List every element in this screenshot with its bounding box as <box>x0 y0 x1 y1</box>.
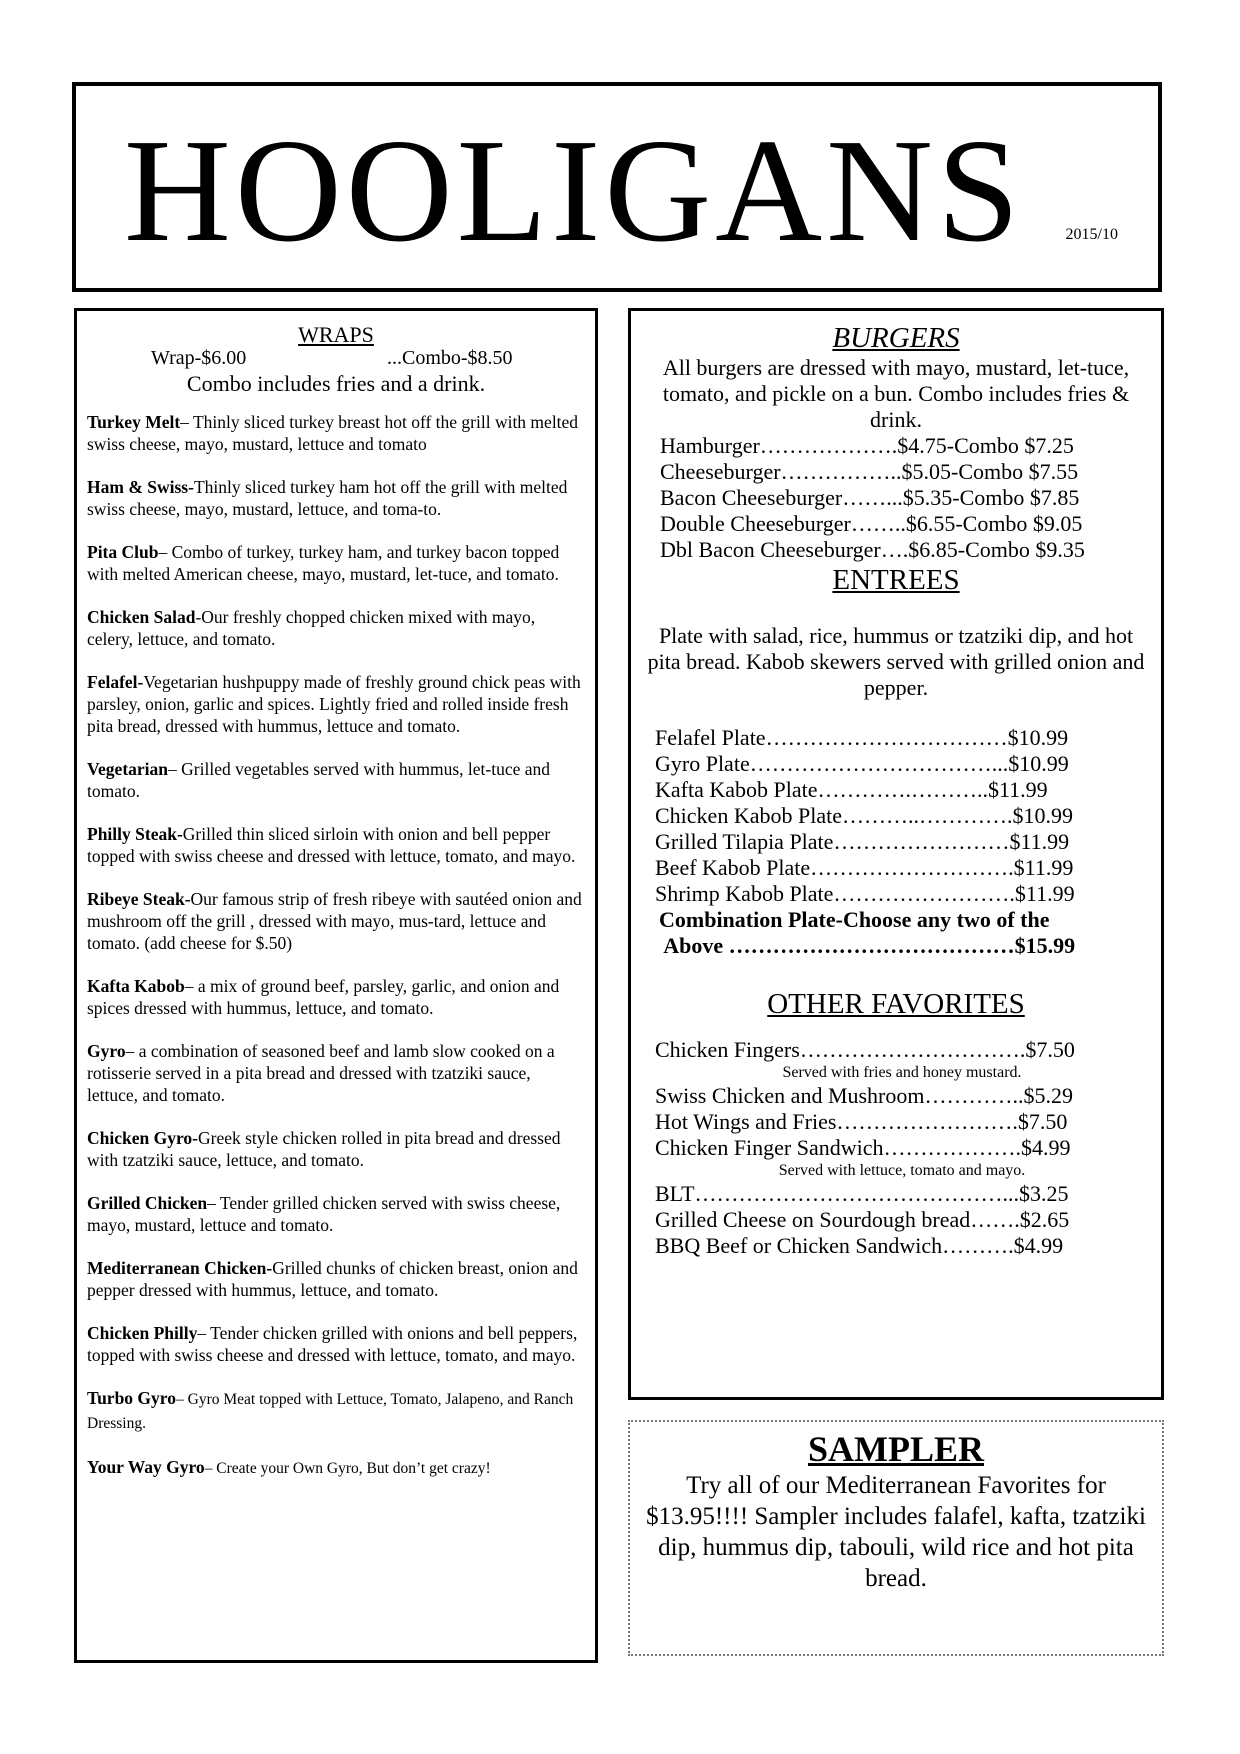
combination-plate-line1: Combination Plate-Choose any two of the <box>659 907 1050 932</box>
entree-item: Felafel Plate……………………………$10.99 <box>655 725 1069 750</box>
menu-item <box>87 975 585 1019</box>
item-name: Chicken Philly <box>87 1323 198 1343</box>
item-desc: -Our freshly chopped chicken mixed with mayo, celery, lettuce, and tomato. <box>87 607 536 649</box>
favorite-item: Chicken Fingers………………………….$7.50 <box>655 1037 1075 1062</box>
favorites-heading: OTHER FAVORITES <box>767 988 1025 1020</box>
item-desc: Thinly sliced turkey ham hot off the grill with melted swiss cheese, mayo, mustard, lettuce, and toma-to. <box>87 477 568 519</box>
menu-item <box>87 541 585 585</box>
menu-item <box>87 888 585 954</box>
menu-item <box>87 1322 585 1366</box>
item-name: Your Way Gyro <box>87 1457 205 1477</box>
item-desc: – Tender chicken grilled with onions and bell peppers, topped with swiss cheese and dressed with lettuce, tomato, and mayo. <box>87 1323 578 1365</box>
menu-item <box>87 1040 585 1106</box>
item-name: Turbo Gyro <box>87 1388 176 1408</box>
entree-item: Chicken Kabob Plate………..………….$10.99 <box>655 803 1073 828</box>
burgers-intro: All burgers are dressed with mayo, mustard, let-tuce, tomato, and pickle on a bun. Combo includes fries & drink. <box>662 355 1130 432</box>
entree-item: Shrimp Kabob Plate…………………….$11.99 <box>655 881 1075 906</box>
menu-item <box>87 411 585 455</box>
item-desc: Grilled thin sliced sirloin with onion and bell pepper topped with swiss cheese and dressed with lettuce, tomato, and mayo. <box>87 824 576 866</box>
item-desc: – Create your Own Gyro, But don’t get crazy! <box>204 1460 491 1477</box>
favorite-item: BLT……………………………………...$3.25 <box>655 1181 1069 1206</box>
entrees-list <box>643 725 1149 907</box>
sampler-text: Try all of our Mediterranean Favorites for $13.95!!!! Sampler includes falafel, kafta, tzatziki dip, hummus dip, tabouli, wild rice and hot pita bread. <box>646 1472 1146 1592</box>
favorite-item: Grilled Cheese on Sourdough bread…….$2.65 <box>655 1207 1070 1232</box>
burger-item: Hamburger……………….$4.75-Combo $7.25 <box>660 433 1074 458</box>
item-name: Ribeye Steak- <box>87 889 191 909</box>
item-name: Mediterranean Chicken- <box>87 1258 273 1278</box>
item-desc: – Thinly sliced turkey breast hot off the grill with melted swiss cheese, mayo, mustard, lettuce and tomato <box>87 412 579 454</box>
item-desc: Grilled chunks of chicken breast, onion and pepper dressed with hummus, lettuce, and tomato. <box>87 1258 578 1300</box>
main-menu-section <box>628 308 1164 1400</box>
item-name: Turkey Melt <box>87 412 181 432</box>
menu-header <box>72 82 1162 292</box>
entree-item: Beef Kabob Plate……………………….$11.99 <box>655 855 1074 880</box>
item-desc: – Grilled vegetables served with hummus, let-tuce and tomato. <box>87 759 550 801</box>
menu-item <box>87 1456 585 1480</box>
sampler-heading: SAMPLER <box>807 1429 984 1469</box>
menu-item <box>87 1127 585 1171</box>
menu-item <box>87 606 585 650</box>
favorite-note: Served with lettuce, tomato and mayo. <box>778 1162 1026 1179</box>
entree-item: Gyro Plate……………………………...$10.99 <box>655 751 1069 776</box>
wraps-prices <box>87 347 585 371</box>
item-desc: – Combo of turkey, turkey ham, and turkey bacon topped with melted American cheese, mayo, mustard, let-tuce, and tomato. <box>87 542 560 584</box>
item-desc: – a mix of ground beef, parsley, garlic, and onion and spices dressed with hummus, lettuce, and tomato. <box>87 976 560 1018</box>
favorite-item: Hot Wings and Fries…………………….$7.50 <box>655 1109 1068 1134</box>
burger-item: Cheeseburger……………..$5.05-Combo $7.55 <box>660 459 1079 484</box>
sampler-section <box>628 1420 1164 1656</box>
item-desc: Vegetarian hushpuppy made of freshly ground chick peas with parsley, onion, garlic and spices. Lightly fried and rolled inside fresh pita bread, dressed with hummus, lettuce and tomato. <box>87 672 581 736</box>
burger-item: Bacon Cheeseburger……...$5.35-Combo $7.85 <box>660 485 1080 510</box>
menu-item <box>87 1192 585 1236</box>
favorite-note: Served with fries and honey mustard. <box>782 1064 1022 1081</box>
item-name: Pita Club <box>87 542 159 562</box>
item-name: Chicken Salad <box>87 607 196 627</box>
burgers-heading: BURGERS <box>832 322 960 354</box>
item-desc: – a combination of seasoned beef and lamb slow cooked on a rotisserie served in a pita bread and dressed with tzatziki sauce, lettuce, and tomato. <box>87 1041 555 1105</box>
burger-item: Dbl Bacon Cheeseburger….$6.85-Combo $9.35 <box>660 537 1085 562</box>
entrees-intro: Plate with salad, rice, hummus or tzatziki dip, and hot pita bread. Kabob skewers served with grilled onion and pepper. <box>647 623 1145 700</box>
entrees-heading: ENTREES <box>832 564 960 596</box>
menu-item <box>87 1257 585 1301</box>
item-name: Chicken Gyro- <box>87 1128 198 1148</box>
item-desc: – Gyro Meat topped with Lettuce, Tomato, Jalapeno, and Ranch Dressing. <box>87 1391 574 1432</box>
entree-item: Kafta Kabob Plate………….………..$11.99 <box>655 777 1048 802</box>
burger-item: Double Cheeseburger……..$6.55-Combo $9.05 <box>660 511 1083 536</box>
item-name: Grilled Chicken <box>87 1193 208 1213</box>
favorite-item: Swiss Chicken and Mushroom…………..$5.29 <box>655 1083 1073 1108</box>
item-name: Kafta Kabob <box>87 976 185 996</box>
item-desc: Our famous strip of fresh ribeye with sautéed onion and mushroom off the grill , dressed with mayo, mus-tard, lettuce and tomato. (add cheese for $.50) <box>87 889 582 953</box>
combination-plate-line2: Above …………………………………$15.99 <box>659 933 1076 958</box>
item-name: Ham & Swiss- <box>87 477 194 497</box>
restaurant-name: HOOLIGANS <box>124 109 1024 273</box>
item-desc: – Tender grilled chicken served with swiss cheese, mayo, mustard, lettuce and tomato. <box>87 1193 561 1235</box>
item-name: Felafel- <box>87 672 144 692</box>
menu-item <box>87 476 585 520</box>
menu-item <box>87 823 585 867</box>
burgers-list <box>643 433 1149 563</box>
wrap-price: Wrap-$6.00 <box>151 347 247 369</box>
combo-note: Combo includes fries and a drink. <box>186 371 486 396</box>
favorites-list <box>643 1037 1149 1259</box>
item-desc: Greek style chicken rolled in pita bread and dressed with tzatziki sauce, lettuce, and tomato. <box>87 1128 561 1170</box>
menu-item <box>87 1387 585 1435</box>
menu-item <box>87 758 585 802</box>
favorite-item: BBQ Beef or Chicken Sandwich……….$4.99 <box>655 1233 1064 1258</box>
combination-plate <box>643 907 1149 959</box>
wraps-section <box>74 308 598 1663</box>
favorite-item: Chicken Finger Sandwich……………….$4.99 <box>655 1135 1071 1160</box>
wraps-heading: WRAPS <box>298 322 374 347</box>
menu-edition: 2015/10 <box>1065 226 1118 243</box>
item-name: Gyro <box>87 1041 126 1061</box>
entree-item: Grilled Tilapia Plate……………………$11.99 <box>655 829 1070 854</box>
item-name: Philly Steak- <box>87 824 183 844</box>
combo-price: ...Combo-$8.50 <box>387 347 513 369</box>
item-name: Vegetarian <box>87 759 169 779</box>
menu-item <box>87 671 585 737</box>
